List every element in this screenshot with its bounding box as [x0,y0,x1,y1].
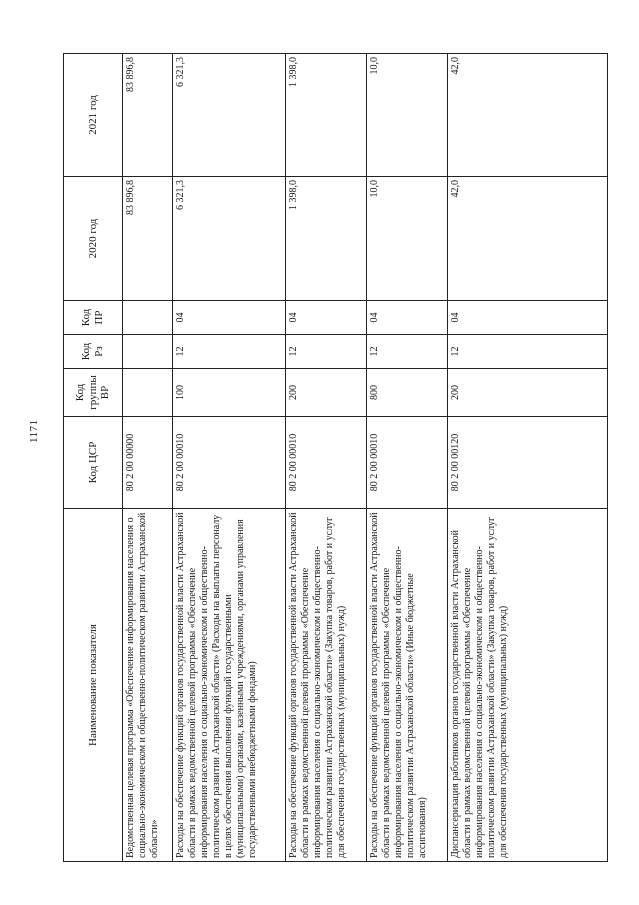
page-number: 1171 [28,419,40,443]
cell-csr: 80 2 00 00010 [173,417,286,509]
table-row [123,54,173,862]
cell-group: 200 [448,369,608,417]
cell-group: 800 [367,369,448,417]
header-csr: Код ЦСР [64,417,123,509]
header-name: Наименование показателя [64,509,123,862]
cell-pr: 04 [286,301,367,335]
cell-csr: 80 2 00 00010 [367,417,448,509]
header-2020: 2020 год [64,177,123,301]
cell-rz: 12 [286,335,367,369]
cell-2020: 6 321,3 [173,177,286,301]
cell-2021: 42,0 [448,54,608,177]
table-row [367,54,448,862]
cell-pr [123,301,173,335]
table-row [286,54,367,862]
cell-group: 100 [173,369,286,417]
cell-csr: 80 2 00 00010 [286,417,367,509]
header-group: Код группы ВР [64,369,123,417]
table-row [173,54,286,862]
cell-pr: 04 [448,301,608,335]
cell-name: Расходы на обеспечение функций органов государственной власти Астраханской области в рамках ведомственной целевой программы «Обеспечение информирования населения о социально-экономическом и общественно-политическом развитии Астраханской области» (Закупка товаров, работ и услуг для обеспечения государственных (муниципальных) нужд) [286,509,367,862]
cell-rz: 12 [448,335,608,369]
cell-csr: 80 2 00 00120 [448,417,608,509]
header-rz: Код Рз [64,335,123,369]
header-2021: 2021 год [64,54,123,177]
cell-rz: 12 [173,335,286,369]
cell-2020: 10,0 [367,177,448,301]
cell-pr: 04 [173,301,286,335]
cell-2021: 83 896,8 [123,54,173,177]
rotated-table-wrapper [63,54,607,862]
cell-group [123,369,173,417]
cell-name: Диспансеризация работников органов государственной власти Астраханской области в рамках ведомственной целевой программы «Обеспечение информирования населения о социально-экономическом и общественно-политическом развитии Астраханской области» (Закупка товаров, работ и услуг для обеспечения государственных (муниципальных) нужд) [448,509,608,862]
cell-2021: 6 321,3 [173,54,286,177]
header-pr: Код ПР [64,301,123,335]
cell-pr: 04 [367,301,448,335]
cell-2020: 1 398,0 [286,177,367,301]
cell-group: 200 [286,369,367,417]
cell-name: Ведомственная целевая программа «Обеспечение информирования населения о социально-экономическом и общественно-политическом развитии Астраханской области» [123,509,173,862]
cell-name: Расходы на обеспечение функций органов государственной власти Астраханской области в рамках ведомственной целевой программы «Обеспечение информирования населения о социально-экономическом и общественно-политическом развитии Астраханской области» (Иные бюджетные ассигнования) [367,509,448,862]
table-row [448,54,608,862]
budget-table [63,53,608,862]
cell-2020: 42,0 [448,177,608,301]
cell-2021: 10,0 [367,54,448,177]
table-header-row [64,54,123,862]
cell-csr: 80 2 00 00000 [123,417,173,509]
cell-rz [123,335,173,369]
cell-2020: 83 896,8 [123,177,173,301]
cell-name: Расходы на обеспечение функций органов государственной власти Астраханской области в рамках ведомственной целевой программы «Обеспечение информирования населения о социально-экономическом и общественно-политическом развитии Астраханской области» (Расходы на выплаты персоналу в целях обеспечения выполнения функций государственными (муниципальными) органами, казенными учреждениями, органами управления государственными внебюджетными фондами) [173,509,286,862]
cell-rz: 12 [367,335,448,369]
cell-2021: 1 398,0 [286,54,367,177]
